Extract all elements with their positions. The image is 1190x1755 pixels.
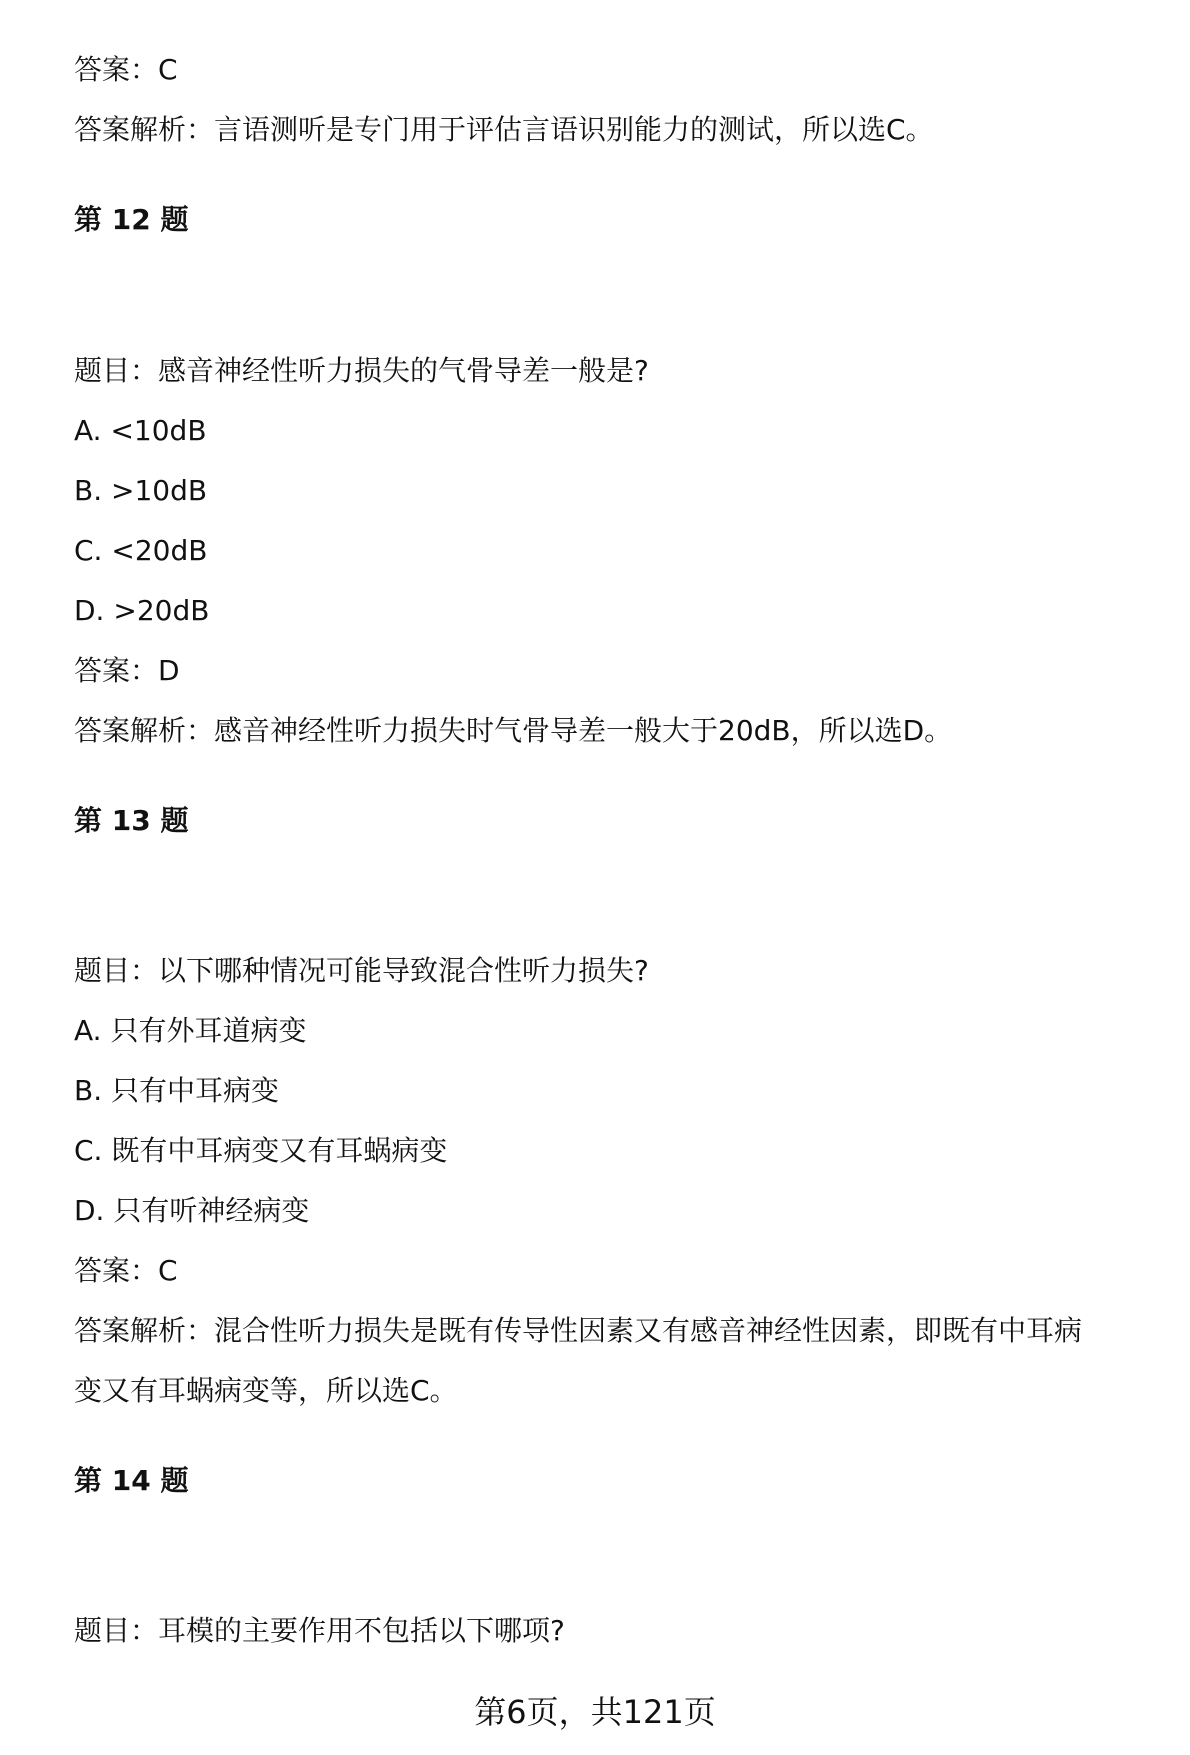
q13-option-a: A. 只有外耳道病变 xyxy=(74,1014,307,1047)
q12-option-c: C. <20dB xyxy=(74,534,208,567)
q12-option-b: B. >10dB xyxy=(74,474,208,507)
q12-answer: 答案：D xyxy=(74,654,180,687)
page-footer: 第6页，共121页 xyxy=(474,1693,716,1731)
q14-heading: 第 14 题 xyxy=(74,1464,189,1497)
q13-explanation-line1: 答案解析：混合性听力损失是既有传导性因素又有感音神经性因素，即既有中耳病 xyxy=(74,1314,1083,1347)
q12-explanation: 答案解析：感音神经性听力损失时气骨导差一般大于20dB，所以选D。 xyxy=(74,714,953,747)
q11-explanation: 答案解析：言语测听是专门用于评估言语识别能力的测试，所以选C。 xyxy=(74,113,934,146)
q12-option-a: A. <10dB xyxy=(74,414,207,447)
q13-option-c: C. 既有中耳病变又有耳蜗病变 xyxy=(74,1134,448,1167)
q13-answer: 答案：C xyxy=(74,1254,178,1287)
q13-option-b: B. 只有中耳病变 xyxy=(74,1074,280,1107)
q11-answer: 答案：C xyxy=(74,53,178,86)
q12-question: 题目：感音神经性听力损失的气骨导差一般是? xyxy=(74,354,649,387)
q12-option-d: D. >20dB xyxy=(74,594,210,627)
q13-question: 题目：以下哪种情况可能导致混合性听力损失? xyxy=(74,954,649,987)
q13-explanation-line2: 变又有耳蜗病变等，所以选C。 xyxy=(74,1374,458,1407)
q13-heading: 第 13 题 xyxy=(74,804,189,837)
q14-question: 题目：耳模的主要作用不包括以下哪项? xyxy=(74,1614,565,1647)
q12-heading: 第 12 题 xyxy=(74,203,189,236)
q13-option-d: D. 只有听神经病变 xyxy=(74,1194,310,1227)
